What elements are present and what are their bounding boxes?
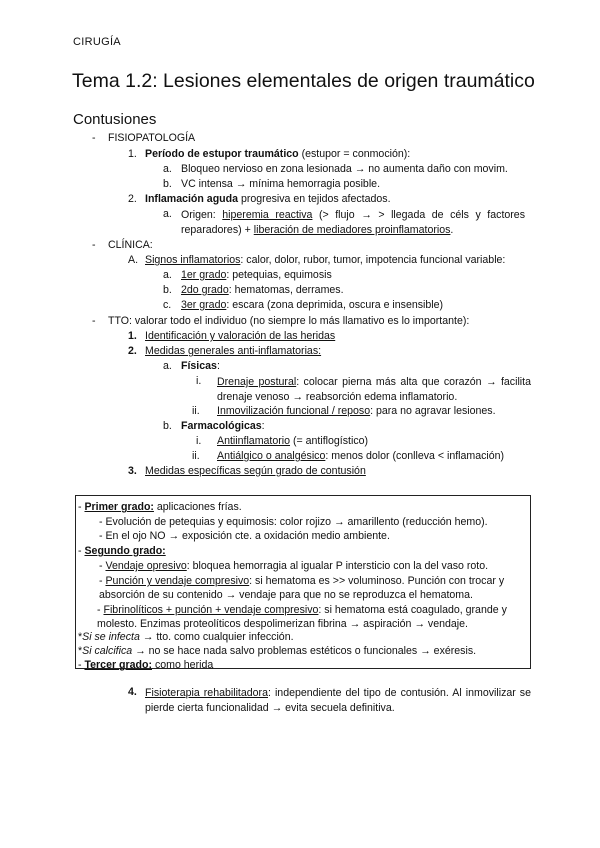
item-text: : (216, 360, 220, 372)
item-italic: Si calcifica (82, 645, 133, 657)
item-underline: liberación de mediadores proinflamatorios (253, 224, 451, 236)
number-text: 1. (128, 330, 137, 342)
number-text: 3. (128, 465, 137, 477)
box-line (78, 545, 166, 558)
item-italic: Si se infecta (82, 631, 140, 643)
item-text: . (450, 224, 454, 236)
list-marker: a. (163, 208, 172, 220)
item-text: (= antiflogístico) (290, 435, 369, 447)
item-text: (> flujo → > llegada de céls y factores reparadores) + (181, 209, 525, 236)
item-text: : para no agravar lesiones. (370, 405, 496, 417)
number-text: 2. (128, 345, 137, 357)
item-text: : escara (zona deprimida, oscura e insensible) (226, 299, 444, 311)
item-underline: Identificación y valoración de las heridas (145, 330, 336, 342)
list-item (145, 254, 505, 267)
bullet: - (92, 132, 96, 144)
box-line (99, 574, 525, 602)
box-line (78, 501, 242, 514)
item-text: como herida (152, 659, 214, 671)
list-item (145, 193, 391, 206)
list-marker: a. (163, 163, 172, 175)
dash: - (78, 501, 85, 513)
list-item (181, 299, 443, 312)
list-marker: ii. (192, 405, 200, 417)
box-line (99, 560, 488, 573)
box-line (97, 603, 527, 631)
dash: - (99, 575, 106, 587)
item-underline: Drenaje postural (217, 376, 297, 388)
list-marker: i. (196, 435, 202, 447)
item-underline: Fisioterapia rehabilitadora (145, 687, 268, 699)
list-item (145, 148, 410, 161)
list-item: Bloqueo nervioso en zona lesionada → no aumenta daño con movim. (181, 163, 508, 175)
list-item (145, 330, 335, 343)
item-underline: 1er grado (181, 269, 227, 281)
list-item (181, 269, 332, 282)
item-underline: hiperemia reactiva (222, 209, 313, 221)
tto-label: TTO: valorar todo el individuo (no siempre lo más llamativo es lo importante): (108, 315, 470, 327)
bullet: - (92, 315, 96, 327)
dash: - (78, 545, 85, 557)
box-line (78, 659, 213, 672)
dash: - (97, 604, 104, 616)
item-text: progresiva en tejidos afectados. (238, 193, 391, 205)
item-text: → tto. como cualquier infección. (139, 631, 294, 643)
list-marker: ii. (192, 450, 200, 462)
section-heading: Contusiones (73, 111, 157, 128)
list-marker: c. (163, 299, 172, 311)
subject-header: CIRUGÍA (73, 36, 121, 48)
item-text: : bloquea hemorragia al igualar P intersticio con la del vaso roto. (186, 560, 489, 572)
item-underline: Antiinflamatorio (217, 435, 291, 447)
item-underline: Vendaje opresivo (105, 560, 187, 572)
item-text: (estupor = conmoción): (298, 148, 411, 160)
list-number: 2. (128, 193, 137, 205)
list-item (217, 435, 368, 448)
list-marker: b. (163, 284, 172, 296)
item-text: : si hematoma está coagulado, grande y molesto. Enzimas proteolíticos despolimerizan fibrina → aspiración → vendaje. (97, 604, 507, 630)
box-line: - En el ojo NO → exposición cte. a oxidación medio ambiente. (99, 530, 390, 542)
item-underline: Medidas específicas según grado de contusión (145, 465, 366, 477)
item-text: : independiente del tipo de contusión. Al inmovilizar se pierde cierta funcionalidad → evita secuela definitiva. (145, 687, 531, 714)
list-item: VC intensa → mínima hemorragia posible. (181, 178, 381, 190)
item-underline: 3er grado (181, 299, 227, 311)
item-text: : petequias, equimosis (226, 269, 332, 281)
item-underline: Inmovilización funcional / reposo (217, 405, 371, 417)
list-item (181, 208, 525, 238)
list-item (217, 375, 531, 405)
item-bold: Físicas (181, 360, 217, 372)
item-bold: Inflamación aguda (145, 193, 239, 205)
number-text: 4. (128, 686, 137, 698)
box-line (78, 645, 476, 658)
item-underline: Signos inflamatorios (145, 254, 241, 266)
list-marker: A. (128, 254, 139, 266)
list-number (128, 330, 137, 343)
item-text: : menos dolor (conlleva < inflamación) (325, 450, 505, 462)
fisicas-heading (181, 360, 220, 373)
list-marker: b. (163, 420, 172, 432)
list-marker: i. (196, 375, 202, 387)
list-number (128, 345, 137, 358)
item-text: : (261, 420, 265, 432)
item-text: Origen: (181, 209, 223, 221)
item-underline: Punción y vendaje compresivo (105, 575, 250, 587)
asterisk: * (78, 631, 83, 643)
list-marker: b. (163, 178, 172, 190)
item-bold-underline: Segundo grado: (84, 545, 166, 557)
item-underline: Fibrinolíticos + punción + vendaje compresivo (103, 604, 319, 616)
list-item (145, 345, 321, 358)
list-item (145, 465, 366, 478)
item-underline: Medidas generales anti-inflamatorias: (145, 345, 322, 357)
list-number (128, 465, 137, 478)
fisiopatologia-label: FISIOPATOLOGÍA (108, 132, 196, 144)
dash: - (99, 560, 106, 572)
item-bold: Farmacológicas (181, 420, 262, 432)
asterisk: * (78, 645, 83, 657)
list-number: 1. (128, 148, 137, 160)
list-item (217, 450, 504, 463)
item-bold: Período de estupor traumático (145, 148, 299, 160)
item-underline: 2do grado (181, 284, 229, 296)
item-bold-underline: Primer grado: (84, 501, 154, 513)
list-marker: a. (163, 269, 172, 281)
item-text: : colocar pierna más alta que corazón → facilita drenaje venoso → reabsorción edema inflamatorio. (217, 376, 531, 403)
item-text: aplicaciones frías. (153, 501, 242, 513)
bullet: - (92, 239, 96, 251)
item-text: : calor, dolor, rubor, tumor, impotencia funcional variable: (240, 254, 506, 266)
list-item (145, 686, 531, 716)
list-number (128, 686, 137, 699)
page-title: Tema 1.2: Lesiones elementales de origen traumático (72, 70, 535, 92)
item-bold-underline: Tercer grado: (84, 659, 152, 671)
clinica-label: CLÍNICA: (108, 239, 153, 251)
list-item (181, 284, 344, 297)
list-marker: a. (163, 360, 172, 372)
farmacologicas-heading (181, 420, 265, 433)
list-item (217, 405, 496, 418)
item-text: : si hematoma es >> voluminoso. Punción con trocar y absorción de su contenido → vendaje para que no se reproduzca el hematoma. (99, 575, 505, 601)
item-text: → no se hace nada salvo problemas estéticos o funcionales → exéresis. (132, 645, 477, 657)
box-line (78, 631, 294, 644)
box-line: - Evolución de petequias y equimosis: color rojizo → amarillento (reducción hemo). (99, 516, 488, 528)
item-underline: Antiálgico o analgésico (217, 450, 326, 462)
dash: - (78, 659, 85, 671)
item-text: : hematomas, derrames. (228, 284, 344, 296)
